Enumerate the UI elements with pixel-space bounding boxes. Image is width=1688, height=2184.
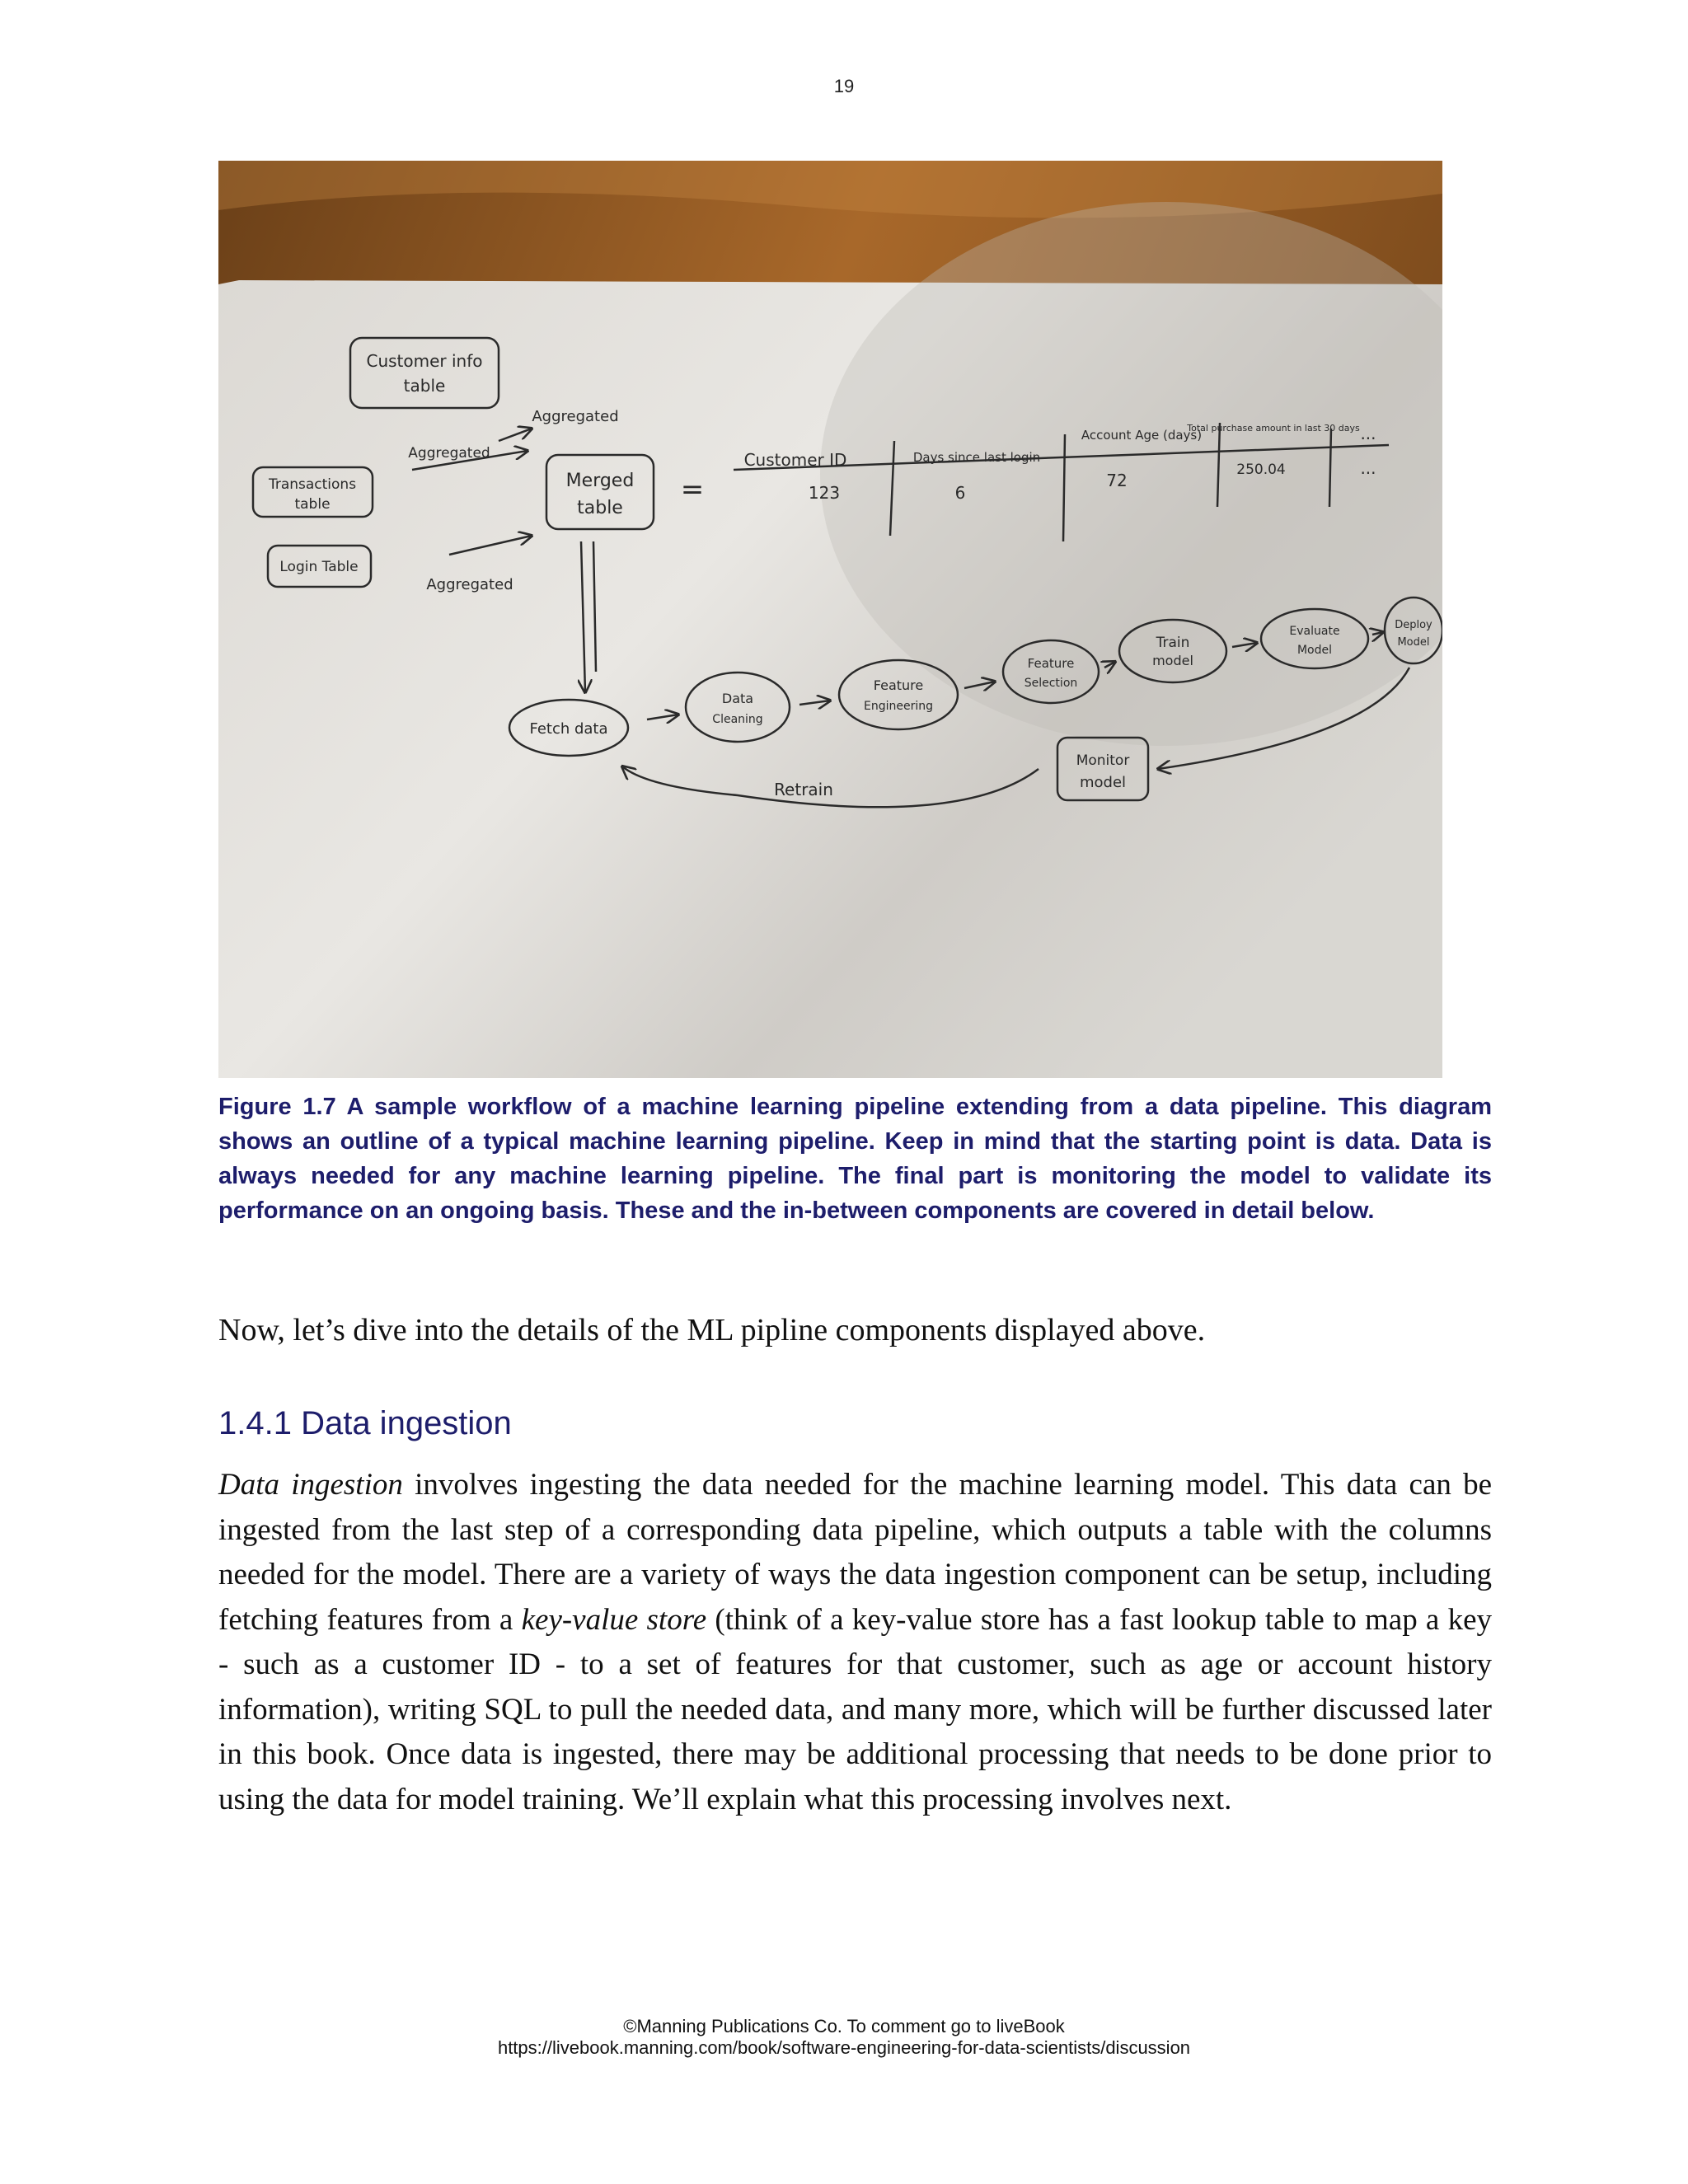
train-model-label-1: Train [1156, 635, 1190, 651]
lead-paragraph: Now, let’s dive into the details of the ML pipline components displayed above. [218, 1313, 1206, 1347]
table-cell-total-purchase: 250.04 [1236, 462, 1286, 478]
body-text-part-1: involves ingesting the data needed for the machine learning model. This data can be ingested from the last step of a corresponding data pipeline, which outputs a table with the columns needed for the model. There are a variety of ways the data ingestion component can be setup, including fetching features from a [218, 1468, 1492, 1637]
aggregated-label-bottom: Aggregated [426, 576, 513, 593]
footer-url[interactable]: https://livebook.manning.com/book/software-engineering-for-data-scientists/discussion [497, 2037, 1191, 2058]
data-cleaning-label-1: Data [721, 691, 754, 706]
train-model-label-2: model [1152, 653, 1193, 668]
aggregated-label-top: Aggregated [532, 408, 619, 425]
merged-label-2: table [577, 498, 623, 518]
equals-sign: = [680, 473, 705, 506]
retrain-label: Retrain [774, 780, 833, 799]
feature-selection-label-2: Selection [1024, 677, 1078, 690]
table-header-total-purchase: Total purchase amount in last 30 days [1187, 423, 1360, 434]
table-header-days-since-login: Days since last login [912, 450, 1041, 465]
fetch-data-label: Fetch data [529, 720, 608, 738]
feature-selection-label-1: Feature [1027, 656, 1075, 671]
table-cell-days-since-login: 6 [954, 483, 966, 503]
monitor-model-label-1: Monitor [1076, 752, 1130, 769]
body-paragraph [218, 1463, 1492, 1822]
section-heading: 1.4.1 Data ingestion [218, 1405, 512, 1441]
table-cell-ellipsis: ... [1360, 458, 1376, 478]
transactions-label-2: table [294, 496, 331, 513]
table-cell-account-age: 72 [1106, 471, 1128, 490]
pipeline-figure-photo [218, 161, 1442, 1078]
merged-label-1: Merged [565, 471, 635, 491]
customer-info-label-1: Customer info [366, 351, 483, 371]
login-label: Login Table [279, 559, 359, 575]
table-cell-customer-id: 123 [808, 483, 841, 503]
evaluate-model-label-1: Evaluate [1289, 625, 1340, 638]
body-text-part-2: (think of a key-value store has a fast lookup table to map a key - such as a customer ID - to a set of features for that customer, such as age or account history information), writing SQL to pull the needed data, and many more, which will be further discussed later in this book. Once data is ingested, there may be additional processing that needs to be done prior to using the data for model training. We’ll explain what this processing involves next. [218, 1602, 1492, 1816]
transactions-label-1: Transactions [268, 476, 357, 493]
term-key-value-store: key-value store [521, 1602, 707, 1637]
page-footer [0, 2016, 1688, 2059]
table-header-account-age: Account Age (days) [1081, 428, 1203, 443]
deploy-model-label-1: Deploy [1395, 619, 1432, 631]
feature-engineering-label-2: Engineering [864, 700, 933, 713]
footer-copyright: ©Manning Publications Co. To comment go to liveBook [623, 2016, 1065, 2036]
data-cleaning-label-2: Cleaning [712, 713, 763, 726]
page-number: 19 [833, 76, 855, 96]
deploy-model-label-2: Model [1397, 636, 1430, 649]
feature-engineering-label-1: Feature [873, 677, 924, 693]
table-header-customer-id: Customer ID [743, 450, 847, 470]
customer-info-label-2: table [403, 376, 446, 396]
figure-caption: Figure 1.7 A sample workflow of a machine learning pipeline extending from a data pipeline. This diagram shows an outline of a typical machine learning pipeline. Keep in mind that the starting point is data. Data is always needed for any machine learning pipeline. The final part is monitoring the model to validate its performance on an ongoing basis. These and the in-between components are covered in detail below. [218, 1094, 1492, 1224]
aggregated-label-mid: Aggregated [408, 445, 490, 462]
evaluate-model-label-2: Model [1296, 644, 1333, 657]
monitor-model-label-2: model [1079, 774, 1127, 791]
term-data-ingestion: Data ingestion [218, 1468, 403, 1502]
pipeline-sketch [218, 161, 1442, 1078]
table-header-ellipsis: ... [1360, 424, 1376, 443]
